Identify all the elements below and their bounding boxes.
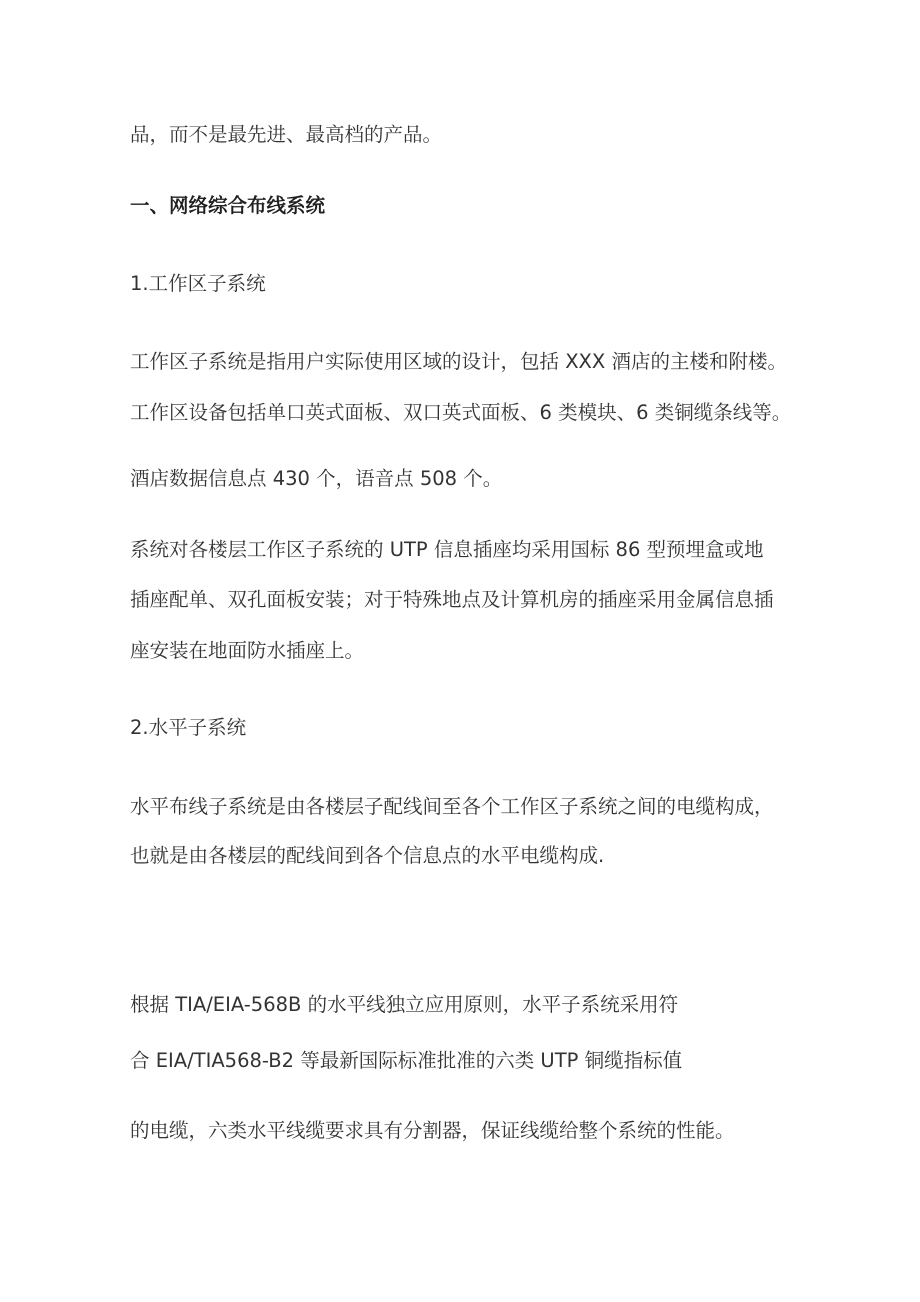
paragraph-line: 的电缆，六类水平线缆要求具有分割器，保证线缆给整个系统的性能。 xyxy=(130,1119,735,1142)
section-heading: 一、网络综合布线系统 xyxy=(130,194,326,217)
paragraph-line: 酒店数据信息点 430 个，语音点 508 个。 xyxy=(130,467,503,490)
paragraph-line: 工作区子系统是指用户实际使用区域的设计，包括 XXX 酒店的主楼和附楼。 xyxy=(130,350,787,373)
paragraph-line: 插座配单、双孔面板安装；对于特殊地点及计算机房的插座采用金属信息插 xyxy=(130,588,774,611)
paragraph-line: 也就是由各楼层的配线间到各个信息点的水平电缆构成. xyxy=(130,844,605,867)
paragraph-line: 工作区设备包括单口英式面板、双口英式面板、6 类模块、6 类铜缆条线等。 xyxy=(130,401,792,424)
paragraph-line: 合 EIA/TIA568-B2 等最新国际标准批准的六类 UTP 铜缆指标值 xyxy=(130,1049,683,1072)
paragraph-line: 水平布线子系统是由各楼层子配线间至各个工作区子系统之间的电缆构成， xyxy=(130,795,774,818)
subsection-heading-horizontal: 2.水平子系统 xyxy=(130,716,247,739)
paragraph-line: 根据 TIA/EIA-568B 的水平线独立应用原则，水平子系统采用符 xyxy=(130,993,679,1016)
paragraph-line: 系统对各楼层工作区子系统的 UTP 信息插座均采用国标 86 型预埋盒或地 xyxy=(130,538,764,561)
text-line-continuation: 品，而不是最先进、最高档的产品。 xyxy=(130,123,443,146)
paragraph-line: 座安装在地面防水插座上。 xyxy=(130,639,365,662)
subsection-heading-work-area: 1.工作区子系统 xyxy=(130,272,266,295)
